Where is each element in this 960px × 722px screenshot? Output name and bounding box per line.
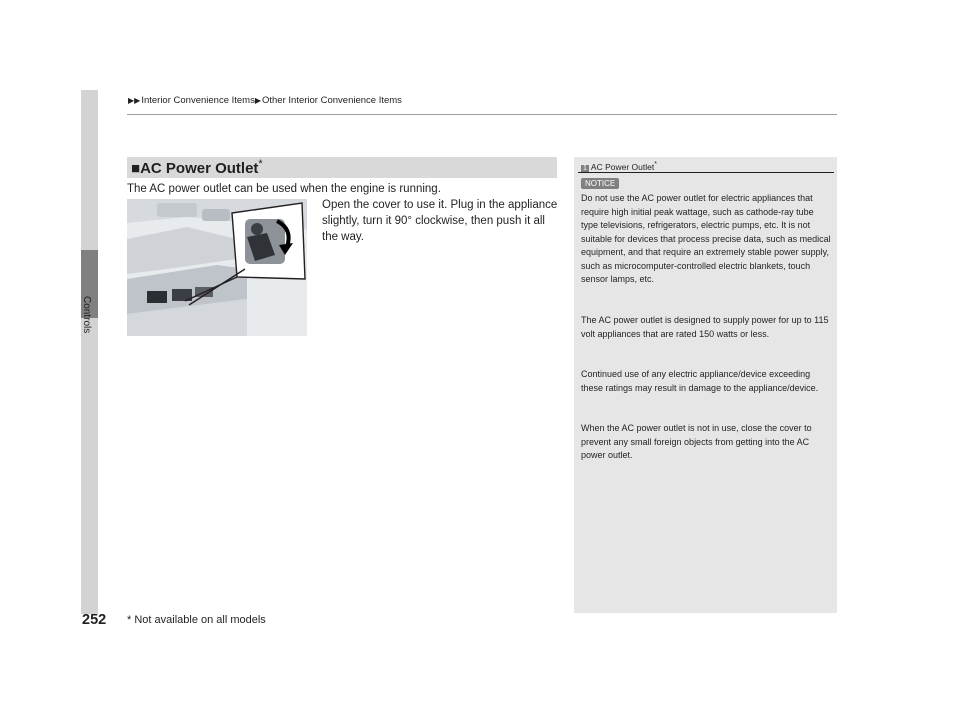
breadcrumb-item-1[interactable]: Interior Convenience Items xyxy=(141,95,255,106)
breadcrumb xyxy=(128,95,402,106)
notice-badge: NOTICE xyxy=(581,178,619,189)
sidebar-note-box xyxy=(574,157,837,613)
sidebar-asterisk: * xyxy=(654,160,657,168)
reference-number: 1 xyxy=(583,164,587,172)
footnote: * Not available on all models xyxy=(127,614,266,626)
sidebar-paragraph: When the AC power outlet is not in use, close the cover to prevent any small foreign objects from getting into the AC power outlet. xyxy=(581,423,812,460)
instruction-text: Open the cover to use it. Plug in the appliance slightly, turn it 90° clockwise, then push it all the way. xyxy=(322,199,558,243)
sidebar-paragraph: Continued use of any electric appliance/device exceeding these ratings may result in damage to the appliance/device. xyxy=(581,369,819,393)
section-header xyxy=(127,157,557,178)
page-number: 252 xyxy=(82,612,107,628)
breadcrumb-arrow-icon: ▶ xyxy=(254,96,261,105)
sidebar-heading: 1 AC Power Outlet* xyxy=(583,160,657,172)
section-asterisk: * xyxy=(258,158,263,170)
chapter-side-tab xyxy=(81,90,98,614)
section-title: ■AC Power Outlet* xyxy=(131,158,263,177)
sidebar-rule xyxy=(578,172,834,173)
ac-outlet-photo xyxy=(127,199,307,336)
sidebar-paragraph: The AC power outlet is designed to supply power for up to 115 volt appliances that are rated 150 watts or less. xyxy=(581,315,829,339)
chapter-label: Controls xyxy=(81,296,92,334)
section-marker: ■ xyxy=(131,160,141,177)
intro-text: The AC power outlet can be used when the engine is running. xyxy=(127,183,441,195)
breadcrumb-arrow-icon: ▶▶ xyxy=(128,96,141,105)
header-rule xyxy=(127,114,837,115)
breadcrumb-item-2[interactable]: Other Interior Convenience Items xyxy=(262,95,402,106)
sidebar-paragraph: Do not use the AC power outlet for electric appliances that require high initial peak wattage, such as cathode-ray tube type televisions, refrigerators, electric pumps, etc. It is not suitable for devices that process precise data, such as medical equipment, and that require an extremely stable power supply, such as microcomputer-controlled electric blankets, touch sensor lamps, etc. xyxy=(581,193,831,284)
